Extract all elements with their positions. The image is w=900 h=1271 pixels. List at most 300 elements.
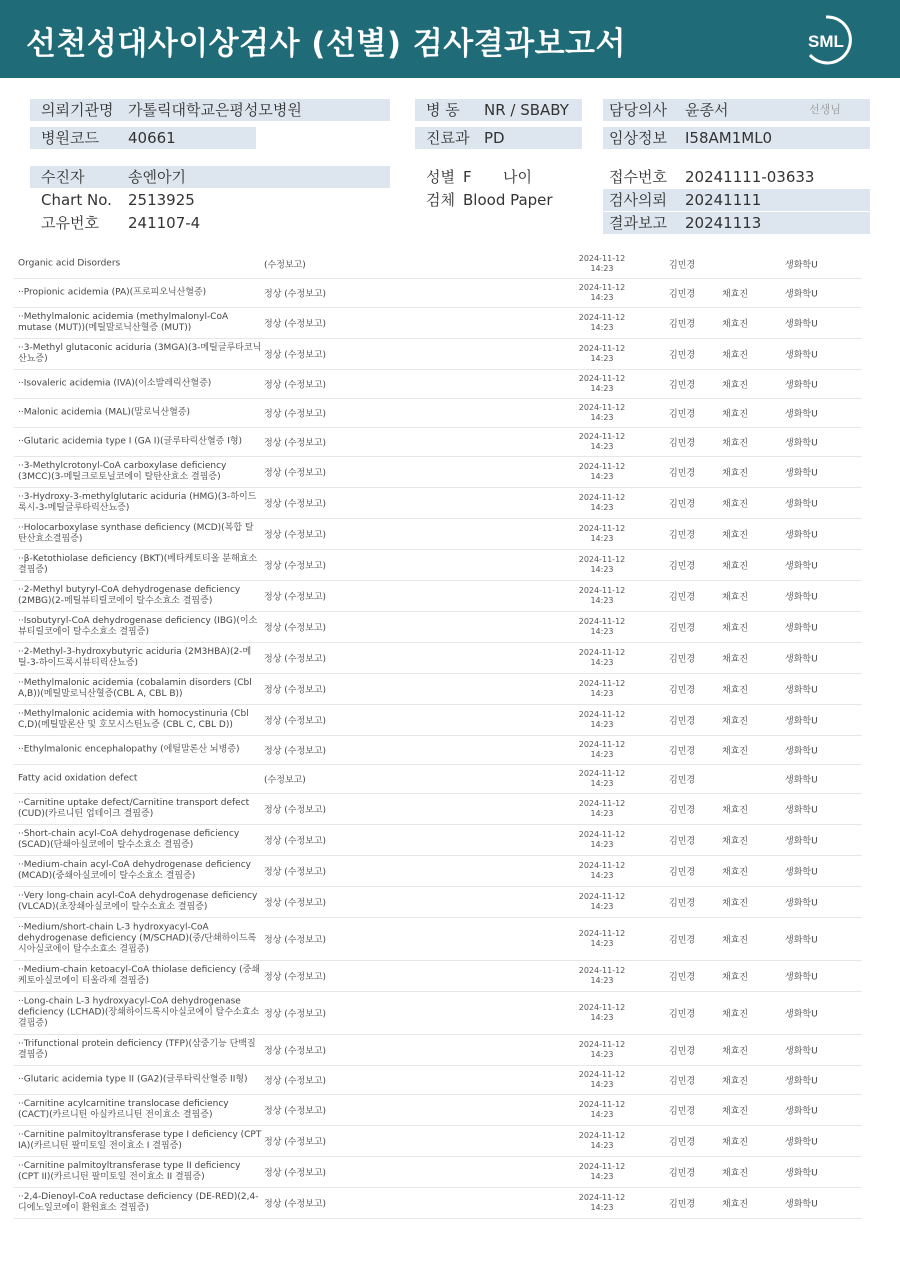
- report-time: 14:23: [590, 442, 614, 451]
- table-row: [14, 550, 862, 581]
- test-name: Organic acid Disorders: [18, 258, 121, 269]
- sex-age-field: [415, 166, 582, 188]
- dept-value: PD: [484, 129, 505, 147]
- report-datetime: [574, 555, 630, 575]
- clinical-label: 임상정보: [609, 129, 667, 147]
- report-date: 2024-11-12: [578, 710, 626, 719]
- verifier-name: 채효진: [722, 836, 749, 847]
- reporter-name: 김민경: [669, 592, 696, 603]
- result-status: 정상 (수정보고): [264, 319, 327, 330]
- report-date: 2024-11-12: [578, 1040, 626, 1049]
- lab-dept: 생화학U: [785, 530, 818, 541]
- report-time: 14:23: [590, 627, 614, 636]
- report-datetime: [574, 1003, 630, 1023]
- report-time: 14:23: [590, 720, 614, 729]
- chart-field: [30, 189, 390, 211]
- ward-label: 병 동: [426, 101, 460, 119]
- report-date: 2024-11-12: [578, 1100, 626, 1109]
- result-status: 정상 (수정보고): [264, 935, 327, 946]
- table-row: [14, 1066, 862, 1095]
- report-datetime: [574, 1193, 630, 1213]
- clinical-field: [603, 127, 870, 149]
- report-date: 2024-11-12: [578, 432, 626, 441]
- verifier-name: 채효진: [722, 499, 749, 510]
- table-row: [14, 736, 862, 765]
- results-list: [14, 250, 862, 1219]
- report-date: 2024-11-12: [578, 1070, 626, 1079]
- reporter-name: 김민경: [669, 898, 696, 909]
- test-name: ··Very long-chain acyl-CoA dehydrogenase deficiency (VLCAD)(초장쇄아실코에이 탈수소효소 결핍증): [18, 891, 258, 912]
- result-status: 정상 (수정보고): [264, 716, 327, 727]
- report-datetime: [574, 254, 630, 274]
- lab-dept: 생화학U: [785, 746, 818, 757]
- test-name: ··Carnitine acylcarnitine translocase deficiency (CACT)(카르니틴 아실카르니틴 전이효소 결핍증): [18, 1099, 229, 1120]
- report-datetime: [574, 313, 630, 333]
- report-datetime: [574, 462, 630, 482]
- report-time: 14:23: [590, 871, 614, 880]
- reporter-name: 김민경: [669, 1137, 696, 1148]
- test-name: ··Carnitine palmitoyltransferase type I deficiency (CPT IA)(카르니틴 팔미토일 전이효소 I 결핍증): [18, 1130, 262, 1151]
- reporter-name: 김민경: [669, 1009, 696, 1020]
- report-time: 14:23: [590, 976, 614, 985]
- reporter-name: 김민경: [669, 1168, 696, 1179]
- lab-dept: 생화학U: [785, 561, 818, 572]
- result-status: 정상 (수정보고): [264, 1168, 327, 1179]
- verifier-name: 채효진: [722, 561, 749, 572]
- result-status: 정상 (수정보고): [264, 1199, 327, 1210]
- reporter-name: 김민경: [669, 1199, 696, 1210]
- verifier-name: 채효진: [722, 319, 749, 330]
- result-status: 정상 (수정보고): [264, 380, 327, 391]
- reporter-name: 김민경: [669, 438, 696, 449]
- sex-value: F: [463, 168, 472, 186]
- report-date: 2024-11-12: [578, 830, 626, 839]
- patient-label: 수진자: [41, 168, 85, 186]
- lab-dept: 생화학U: [785, 409, 818, 420]
- table-row: [14, 674, 862, 705]
- report-datetime: [574, 524, 630, 544]
- test-name: ··Glutaric acidemia type I (GA I)(글루타릭산혈증 I형): [18, 436, 243, 447]
- verifier-name: 채효진: [722, 1168, 749, 1179]
- report-field: [603, 212, 870, 234]
- lab-dept: 생화학U: [785, 867, 818, 878]
- report-header: [0, 0, 900, 78]
- result-status: 정상 (수정보고): [264, 409, 327, 420]
- request-value: 20241111: [685, 191, 762, 209]
- patient-field: [30, 166, 390, 188]
- test-name: ··Medium/short-chain L-3 hydroxyacyl-CoA dehydrogenase deficiency (M/SCHAD)(중/단쇄하이드록시아실코에이 탈수소효소 결핍증): [18, 922, 257, 955]
- report-date: 2024-11-12: [578, 493, 626, 502]
- report-date: 2024-11-12: [578, 799, 626, 808]
- verifier-name: 채효진: [722, 746, 749, 757]
- table-row: [14, 339, 862, 370]
- test-name: ··Isovaleric acidemia (IVA)(이소발레릭산혈증): [18, 378, 212, 389]
- test-name: ··Glutaric acidemia type II (GA2)(글루타릭산혈증 II형): [18, 1074, 248, 1085]
- reporter-name: 김민경: [669, 1106, 696, 1117]
- reporter-name: 김민경: [669, 260, 696, 271]
- result-status: 정상 (수정보고): [264, 972, 327, 983]
- reporter-name: 김민경: [669, 561, 696, 572]
- report-time: 14:23: [590, 503, 614, 512]
- report-date: 2024-11-12: [578, 617, 626, 626]
- report-datetime: [574, 679, 630, 699]
- report-time: 14:23: [590, 1013, 614, 1022]
- report-time: 14:23: [590, 413, 614, 422]
- lab-dept: 생화학U: [785, 1199, 818, 1210]
- table-row: [14, 1035, 862, 1066]
- lab-dept: 생화학U: [785, 654, 818, 665]
- report-date: 2024-11-12: [578, 1131, 626, 1140]
- result-status: 정상 (수정보고): [264, 746, 327, 757]
- report-datetime: [574, 892, 630, 912]
- report-datetime: [574, 617, 630, 637]
- reporter-name: 김민경: [669, 350, 696, 361]
- report-datetime: [574, 344, 630, 364]
- test-name: ··Long-chain L-3 hydroxyacyl-CoA dehydrogenase deficiency (LCHAD)(장쇄하이드록시아실코에이 탈수소효소 결핍증): [18, 996, 260, 1029]
- report-time: 14:23: [590, 534, 614, 543]
- report-time: 14:23: [590, 384, 614, 393]
- verifier-name: 채효진: [722, 805, 749, 816]
- lab-dept: 생화학U: [785, 1009, 818, 1020]
- report-date: 2024-11-12: [578, 648, 626, 657]
- hospital-code-label: 병원코드: [41, 129, 99, 147]
- report-time: 14:23: [590, 1141, 614, 1150]
- lab-dept: 생화학U: [785, 716, 818, 727]
- reporter-name: 김민경: [669, 805, 696, 816]
- test-name: ··Holocarboxylase synthase deficiency (MCD)(복합 탈탄산효소결핍증): [18, 523, 254, 544]
- reporter-name: 김민경: [669, 685, 696, 696]
- report-datetime: [574, 1070, 630, 1090]
- lab-dept: 생화학U: [785, 935, 818, 946]
- report-time: 14:23: [590, 293, 614, 302]
- table-row: [14, 856, 862, 887]
- report-datetime: [574, 861, 630, 881]
- table-row: [14, 794, 862, 825]
- age-label: 나이: [503, 168, 532, 186]
- dept-label: 진료과: [426, 129, 470, 147]
- report-time: 14:23: [590, 902, 614, 911]
- report-datetime: [574, 374, 630, 394]
- ward-value: NR / SBABY: [484, 101, 569, 119]
- table-row: [14, 825, 862, 856]
- test-name: ··Medium-chain acyl-CoA dehydrogenase deficiency (MCAD)(중쇄아실코에이 탈수소효소 결핍증): [18, 860, 251, 881]
- report-date: 2024-11-12: [578, 254, 626, 263]
- reporter-name: 김민경: [669, 972, 696, 983]
- report-date: 2024-11-12: [578, 555, 626, 564]
- table-row: [14, 612, 862, 643]
- table-row: [14, 1095, 862, 1126]
- institution-value: 가톨릭대학교은평성모병원: [128, 101, 302, 119]
- report-date: 2024-11-12: [578, 1162, 626, 1171]
- verifier-name: 채효진: [722, 867, 749, 878]
- verifier-name: 채효진: [722, 716, 749, 727]
- result-status: 정상 (수정보고): [264, 805, 327, 816]
- table-row: [14, 581, 862, 612]
- table-row: [14, 1188, 862, 1219]
- reporter-name: 김민경: [669, 319, 696, 330]
- verifier-name: 채효진: [722, 1106, 749, 1117]
- lab-dept: 생화학U: [785, 260, 818, 271]
- report-time: 14:23: [590, 1050, 614, 1059]
- result-status: 정상 (수정보고): [264, 1009, 327, 1020]
- result-status: 정상 (수정보고): [264, 867, 327, 878]
- test-name: ··Malonic acidemia (MAL)(말로닉산혈증): [18, 407, 191, 418]
- report-datetime: [574, 740, 630, 760]
- request-label: 검사의뢰: [609, 191, 667, 209]
- result-status: (수정보고): [264, 260, 306, 271]
- result-status: 정상 (수정보고): [264, 836, 327, 847]
- lab-dept: 생화학U: [785, 805, 818, 816]
- report-datetime: [574, 799, 630, 819]
- lab-dept: 생화학U: [785, 685, 818, 696]
- report-time: 14:23: [590, 596, 614, 605]
- verifier-name: 채효진: [722, 685, 749, 696]
- result-status: 정상 (수정보고): [264, 592, 327, 603]
- result-status: 정상 (수정보고): [264, 685, 327, 696]
- reporter-name: 김민경: [669, 468, 696, 479]
- report-date: 2024-11-12: [578, 586, 626, 595]
- report-time: 14:23: [590, 354, 614, 363]
- test-name: ··β-Ketothiolase deficiency (BKT)(베타케토티올 분해효소 결핍증): [18, 554, 258, 575]
- reporter-name: 김민경: [669, 836, 696, 847]
- lab-dept: 생화학U: [785, 438, 818, 449]
- reporter-name: 김민경: [669, 380, 696, 391]
- lab-dept: 생화학U: [785, 499, 818, 510]
- test-name: ··Propionic acidemia (PA)(프로피오닉산혈증): [18, 287, 207, 298]
- report-datetime: [574, 769, 630, 789]
- specimen-label: 검체: [426, 191, 455, 209]
- reporter-name: 김민경: [669, 716, 696, 727]
- report-value: 20241113: [685, 214, 762, 232]
- verifier-name: 채효진: [722, 972, 749, 983]
- receipt-label: 접수번호: [609, 168, 667, 186]
- report-time: 14:23: [590, 750, 614, 759]
- reporter-name: 김민경: [669, 499, 696, 510]
- verifier-name: 채효진: [722, 468, 749, 479]
- chart-value: 2513925: [128, 191, 195, 209]
- hospital-code-value: 40661: [128, 129, 176, 147]
- test-name: ··3-Hydroxy-3-methylglutaric aciduria (HMG)(3-하이드록시-3-메틸글루타릭산뇨증): [18, 492, 257, 513]
- lab-dept: 생화학U: [785, 350, 818, 361]
- report-time: 14:23: [590, 1110, 614, 1119]
- report-time: 14:23: [590, 779, 614, 788]
- report-datetime: [574, 710, 630, 730]
- chart-label: Chart No.: [41, 191, 112, 209]
- table-row: [14, 428, 862, 457]
- lab-dept: 생화학U: [785, 1106, 818, 1117]
- table-row: [14, 961, 862, 992]
- test-name: ··2,4-Dienoyl-CoA reductase deficiency (DE-RED)(2,4-디에노일코에이 환원효소 결핍증): [18, 1192, 259, 1213]
- report-datetime: [574, 929, 630, 949]
- report-time: 14:23: [590, 264, 614, 273]
- report-datetime: [574, 830, 630, 850]
- test-name: ··Methylmalonic acidemia with homocystinuria (Cbl C,D)(메틸말론산 및 호모시스틴뇨증 (CBL C, CBL D)): [18, 709, 249, 730]
- table-row: [14, 887, 862, 918]
- report-date: 2024-11-12: [578, 966, 626, 975]
- result-status: (수정보고): [264, 775, 306, 786]
- lab-dept: 생화학U: [785, 319, 818, 330]
- report-time: 14:23: [590, 840, 614, 849]
- doctor-label: 담당의사: [609, 101, 667, 119]
- reporter-name: 김민경: [669, 289, 696, 300]
- lab-dept: 생화학U: [785, 972, 818, 983]
- reporter-name: 김민경: [669, 867, 696, 878]
- verifier-name: 채효진: [722, 1137, 749, 1148]
- sex-label: 성별: [426, 168, 455, 186]
- report-datetime: [574, 1100, 630, 1120]
- report-datetime: [574, 403, 630, 423]
- lab-dept: 생화학U: [785, 836, 818, 847]
- report-date: 2024-11-12: [578, 769, 626, 778]
- verifier-name: 채효진: [722, 409, 749, 420]
- report-date: 2024-11-12: [578, 1193, 626, 1202]
- ward-field: [415, 99, 582, 121]
- lab-dept: 생화학U: [785, 1046, 818, 1057]
- report-datetime: [574, 586, 630, 606]
- result-status: 정상 (수정보고): [264, 468, 327, 479]
- result-status: 정상 (수정보고): [264, 289, 327, 300]
- sml-logo-icon: [800, 14, 852, 66]
- report-date: 2024-11-12: [578, 524, 626, 533]
- verifier-name: 채효진: [722, 530, 749, 541]
- clinical-value: I58AM1ML0: [685, 129, 773, 147]
- test-name: ··2-Methyl butyryl-CoA dehydrogenase deficiency (2MBG)(2-메틸뷰티릴코에이 탈수소효소 결핍증): [18, 585, 241, 606]
- table-row: [14, 705, 862, 736]
- unique-field: [30, 212, 390, 234]
- result-status: 정상 (수정보고): [264, 350, 327, 361]
- test-name: ··2-Methyl-3-hydroxybutyric aciduria (2M3HBA)(2-메틸-3-하이드록시뷰티릭산뇨증): [18, 647, 252, 668]
- report-date: 2024-11-12: [578, 892, 626, 901]
- hospital-code-field: [30, 127, 256, 149]
- report-date: 2024-11-12: [578, 1003, 626, 1012]
- verifier-name: 채효진: [722, 898, 749, 909]
- reporter-name: 김민경: [669, 1046, 696, 1057]
- table-row: [14, 643, 862, 674]
- verifier-name: 채효진: [722, 654, 749, 665]
- table-row: [14, 1126, 862, 1157]
- verifier-name: 채효진: [722, 1046, 749, 1057]
- result-status: 정상 (수정보고): [264, 530, 327, 541]
- table-row: [14, 918, 862, 961]
- table-row: [14, 250, 862, 279]
- test-name: ··Methylmalonic acidemia (methylmalonyl-CoA mutase (MUT))(메틸말로닉산혈증 (MUT)): [18, 312, 229, 333]
- reporter-name: 김민경: [669, 935, 696, 946]
- verifier-name: 채효진: [722, 380, 749, 391]
- report-date: 2024-11-12: [578, 929, 626, 938]
- report-time: 14:23: [590, 323, 614, 332]
- lab-dept: 생화학U: [785, 380, 818, 391]
- report-title: 선천성대사이상검사 (선별) 검사결과보고서: [26, 26, 626, 62]
- lab-dept: 생화학U: [785, 1137, 818, 1148]
- reporter-name: 김민경: [669, 409, 696, 420]
- unique-label: 고유번호: [41, 214, 99, 232]
- table-row: [14, 370, 862, 399]
- lab-dept: 생화학U: [785, 898, 818, 909]
- table-row: [14, 279, 862, 308]
- report-date: 2024-11-12: [578, 861, 626, 870]
- patient-value: 송엔아기: [128, 168, 186, 186]
- test-name: ··3-Methylcrotonyl-CoA carboxylase deficiency (3MCC)(3-메틸크로토닐코에이 탈탄산효소 결핍증): [18, 461, 227, 482]
- result-status: 정상 (수정보고): [264, 561, 327, 572]
- verifier-name: 채효진: [722, 438, 749, 449]
- report-time: 14:23: [590, 689, 614, 698]
- test-name: ··Isobutyryl-CoA dehydrogenase deficiency (IBG)(이소뷰티릴코에이 탈수소효소 결핍증): [18, 616, 258, 637]
- report-date: 2024-11-12: [578, 679, 626, 688]
- reporter-name: 김민경: [669, 654, 696, 665]
- reporter-name: 김민경: [669, 775, 696, 786]
- request-field: [603, 189, 870, 211]
- report-datetime: [574, 1131, 630, 1151]
- lab-dept: 생화학U: [785, 623, 818, 634]
- report-datetime: [574, 1040, 630, 1060]
- report-date: 2024-11-12: [578, 374, 626, 383]
- verifier-name: 채효진: [722, 1076, 749, 1087]
- test-name: ··Methylmalonic acidemia (cobalamin disorders (Cbl A,B))(메틸말로닉산혈증(CBL A, CBL B)): [18, 678, 252, 699]
- lab-dept: 생화학U: [785, 592, 818, 603]
- verifier-name: 채효진: [722, 350, 749, 361]
- table-row: [14, 765, 862, 794]
- lab-dept: 생화학U: [785, 468, 818, 479]
- dept-field: [415, 127, 582, 149]
- report-time: 14:23: [590, 472, 614, 481]
- result-status: 정상 (수정보고): [264, 1046, 327, 1057]
- unique-value: 241107-4: [128, 214, 201, 232]
- lab-dept: 생화학U: [785, 1168, 818, 1179]
- verifier-name: 채효진: [722, 1009, 749, 1020]
- reporter-name: 김민경: [669, 746, 696, 757]
- report-time: 14:23: [590, 1172, 614, 1181]
- test-name: ··Trifunctional protein deficiency (TFP)(삼중기능 단백질 결핍증): [18, 1039, 256, 1060]
- verifier-name: 채효진: [722, 1199, 749, 1210]
- result-status: 정상 (수정보고): [264, 623, 327, 634]
- result-status: 정상 (수정보고): [264, 898, 327, 909]
- report-time: 14:23: [590, 939, 614, 948]
- reporter-name: 김민경: [669, 530, 696, 541]
- result-status: 정상 (수정보고): [264, 499, 327, 510]
- specimen-value: Blood Paper: [463, 191, 553, 209]
- report-label: 결과보고: [609, 214, 667, 232]
- report-datetime: [574, 1162, 630, 1182]
- table-row: [14, 488, 862, 519]
- verifier-name: 채효진: [722, 935, 749, 946]
- report-date: 2024-11-12: [578, 740, 626, 749]
- report-time: 14:23: [590, 565, 614, 574]
- verifier-name: 채효진: [722, 289, 749, 300]
- result-status: 정상 (수정보고): [264, 654, 327, 665]
- report-date: 2024-11-12: [578, 283, 626, 292]
- table-row: [14, 1157, 862, 1188]
- report-time: 14:23: [590, 809, 614, 818]
- result-status: 정상 (수정보고): [264, 1137, 327, 1148]
- verifier-name: 채효진: [722, 623, 749, 634]
- receipt-field: [603, 166, 870, 188]
- result-status: 정상 (수정보고): [264, 1076, 327, 1087]
- table-row: [14, 457, 862, 488]
- result-status: 정상 (수정보고): [264, 1106, 327, 1117]
- report-date: 2024-11-12: [578, 344, 626, 353]
- test-name: ··Medium-chain ketoacyl-CoA thiolase deficiency (중쇄케토아실코에이 티올라제 결핍증): [18, 965, 260, 986]
- report-datetime: [574, 283, 630, 303]
- report-datetime: [574, 966, 630, 986]
- specimen-field: [415, 189, 582, 211]
- test-name: ··3-Methyl glutaconic aciduria (3MGA)(3-메틸글루타코닉산뇨증): [18, 343, 262, 364]
- report-time: 14:23: [590, 658, 614, 667]
- reporter-name: 김민경: [669, 1076, 696, 1087]
- test-name: ··Short-chain acyl-CoA dehydrogenase deficiency (SCAD)(단쇄아실코에이 탈수소효소 결핍증): [18, 829, 240, 850]
- table-row: [14, 308, 862, 339]
- table-row: [14, 992, 862, 1035]
- test-name: ··Ethylmalonic encephalopathy (에틸말론산 뇌병증): [18, 744, 240, 755]
